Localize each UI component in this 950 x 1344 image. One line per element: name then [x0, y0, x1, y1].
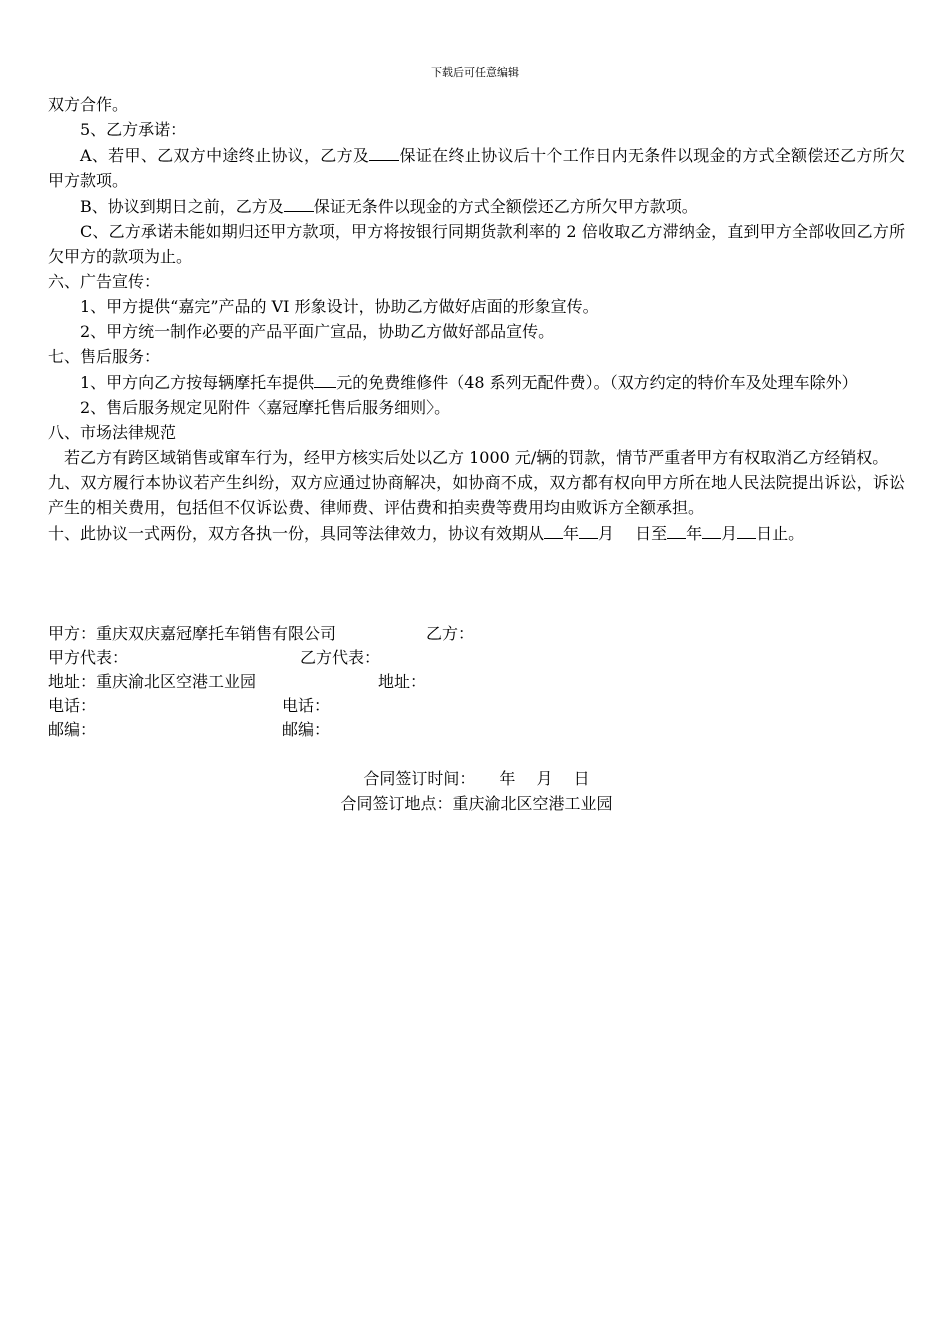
signature-row-phone — [48, 693, 905, 717]
section-6-title: 六、广告宣传： — [48, 272, 161, 291]
fill-blank — [314, 369, 336, 388]
clause-5a — [48, 142, 905, 193]
section-7-item-2: 2、售后服务规定见附件〈嘉冠摩托售后服务细则〉。 — [80, 398, 451, 417]
clause-5b-text-2: 保证无条件以现金的方式全额偿还乙方所欠甲方款项。 — [313, 197, 698, 216]
signing-time: 合同签订时间： 年 月 日 — [363, 769, 590, 788]
clause-5b-text-1: B、协议到期日之前，乙方及 — [80, 197, 284, 216]
fill-blank — [667, 520, 686, 539]
party-a-representative: 甲方代表： — [48, 648, 129, 667]
section-6-item-1: 1、甲方提供“嘉完”产品的 VI 形象设计，协助乙方做好店面的形象宣传。 — [80, 297, 599, 316]
section-7-item-1-text-1: 1、甲方向乙方按每辆摩托车提供 — [80, 373, 315, 392]
signing-place: 合同签订地点：重庆渝北区空港工业园 — [340, 794, 613, 813]
party-b-zip: 邮编： — [282, 720, 331, 739]
section-10-year-1: 年 — [563, 524, 580, 543]
fill-blank — [579, 520, 598, 539]
clause-5c: C、乙方承诺未能如期归还甲方款项，甲方将按银行同期货款利率的 2 倍收取乙方滞纳金，直到甲方全部收回乙方所欠甲方的款项为止。 — [48, 222, 905, 266]
spacer — [48, 546, 905, 621]
signature-row-rep — [48, 645, 905, 669]
clause-5b — [48, 193, 905, 219]
party-b-name: 乙方： — [426, 624, 475, 643]
contract-body — [48, 92, 905, 816]
party-a-phone: 电话： — [48, 696, 97, 715]
fill-blank — [737, 520, 756, 539]
section-6-item-2: 2、甲方统一制作必要的产品平面广宣品，协助乙方做好部品宣传。 — [80, 322, 555, 341]
section-10 — [48, 520, 905, 546]
signature-row-address — [48, 669, 905, 693]
section-8-title: 八、市场法律规范 — [48, 423, 177, 442]
fill-blank — [369, 142, 399, 161]
clause-5a-text-1: A、若甲、乙双方中途终止协议，乙方及 — [80, 146, 370, 165]
fill-blank — [702, 520, 721, 539]
party-b-phone: 电话： — [282, 696, 331, 715]
party-a-address: 地址：重庆渝北区空港工业园 — [48, 672, 257, 691]
party-a-name: 甲方：重庆双庆嘉冠摩托车销售有限公司 — [48, 624, 337, 643]
spacer — [48, 741, 905, 766]
section-10-text-3: 日止。 — [756, 524, 805, 543]
paragraph-continuation: 双方合作。 — [48, 95, 129, 114]
fill-blank — [284, 193, 314, 212]
signature-row-zip — [48, 717, 905, 741]
party-b-representative: 乙方代表： — [300, 648, 381, 667]
section-7-title: 七、售后服务： — [48, 347, 161, 366]
section-7-item-1 — [48, 369, 905, 395]
section-9: 九、双方履行本协议若产生纠纷，双方应通过协商解决，如协商不成，双方都有权向甲方所在地人民法院提出诉讼，诉讼产生的相关费用，包括但不仅诉讼费、律师费、评估费和拍卖费等费用均由败诉方全额承担。 — [48, 473, 905, 517]
section-10-year-2: 年 — [686, 524, 703, 543]
clause-5-title: 5、乙方承诺： — [80, 120, 187, 139]
party-b-address: 地址： — [378, 672, 427, 691]
signature-row-party — [48, 621, 905, 645]
section-10-month-2: 月 — [721, 524, 738, 543]
party-a-zip: 邮编： — [48, 720, 97, 739]
section-7-item-1-text-2: 元的免费维修件（48 系列无配件费）。（双方约定的特价车及处理车除外） — [336, 373, 858, 392]
clause-5a-text-2: 保证在终止协议后十个工作日内无条件以现金的方式全额偿还乙方所欠甲方款项。 — [48, 146, 905, 190]
section-8-item-1: 若乙方有跨区域销售或窜车行为，经甲方核实后处以乙方 1000 元/辆的罚款，情节严重者甲方有权取消乙方经销权。 — [64, 448, 889, 467]
section-10-text-1: 十、此协议一式两份，双方各执一份，具同等法律效力，协议有效期从 — [48, 524, 545, 543]
page-header: 下载后可任意编辑 — [431, 66, 519, 79]
section-10-text-2: 月 日至 — [598, 524, 668, 543]
fill-blank — [544, 520, 563, 539]
